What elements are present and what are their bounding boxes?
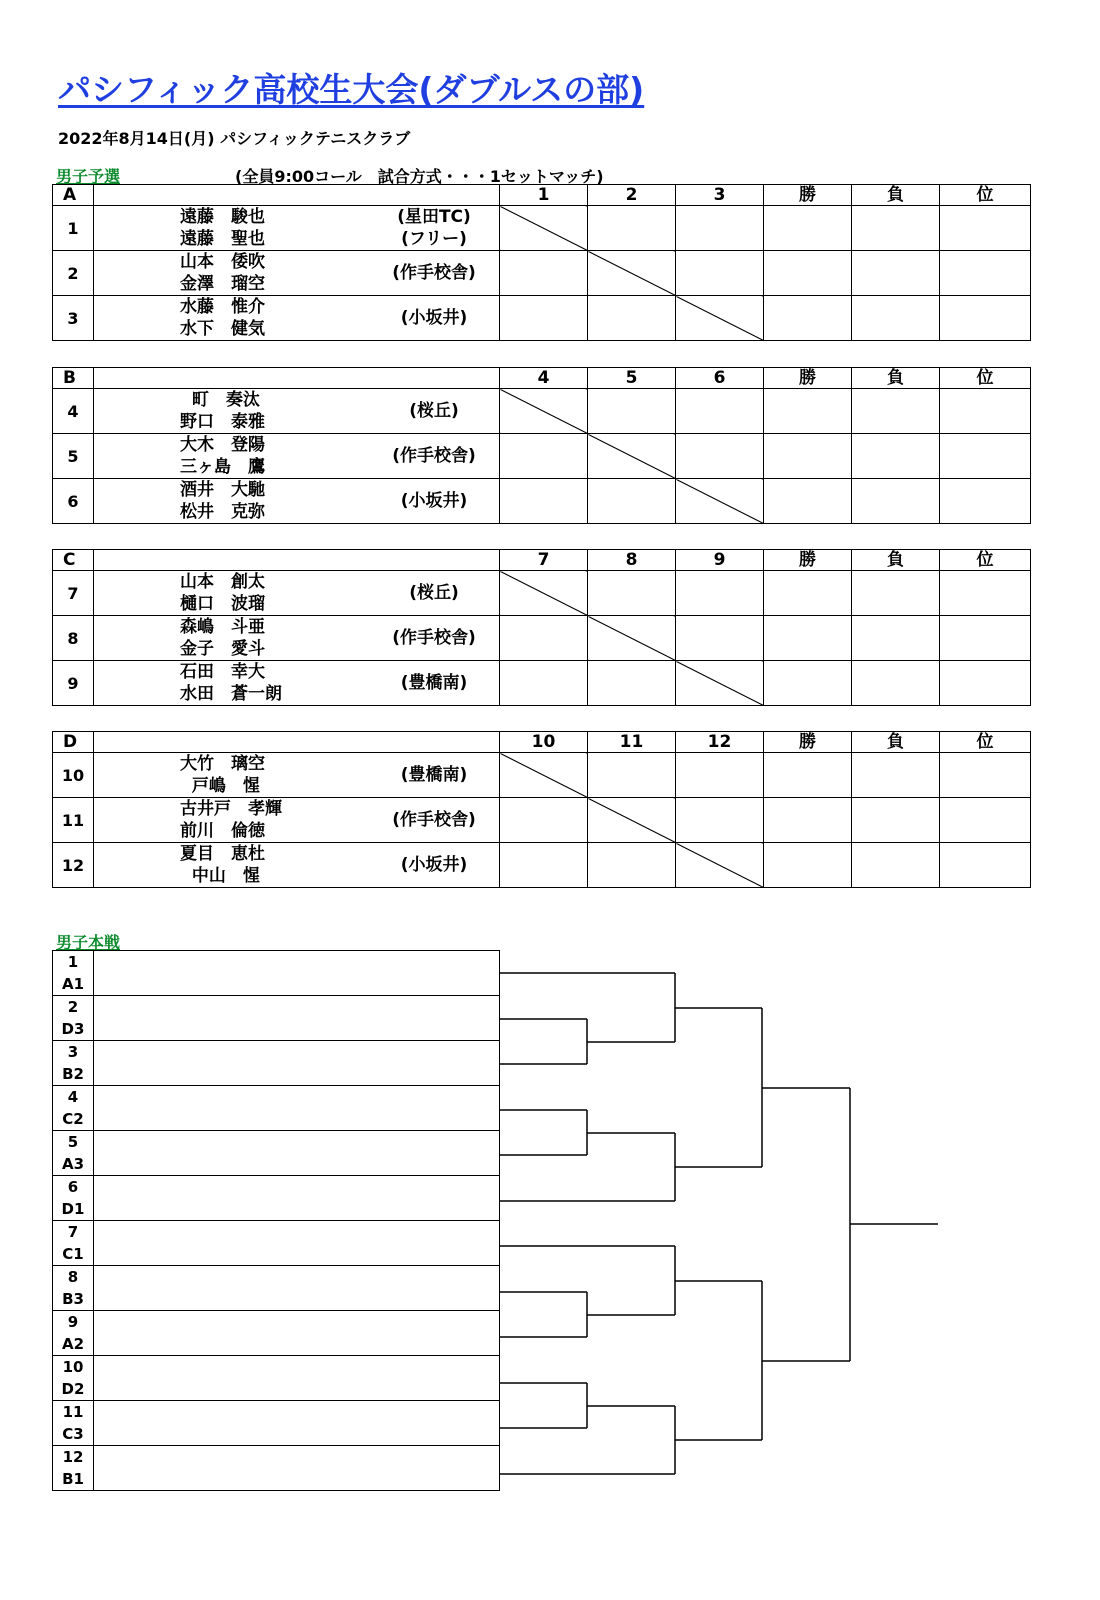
draw-slot-number: 2 — [67, 998, 79, 1016]
pool-row-number: 1 — [53, 206, 94, 251]
pool-row-number: 9 — [53, 661, 94, 706]
pool-col-header: 8 — [588, 550, 676, 571]
main-draw-section-label: 男子本戦 — [56, 933, 121, 952]
pool-col-header: 10 — [500, 732, 588, 753]
draw-slot-seed: D3 — [61, 1020, 85, 1038]
club-name: (豊橋南) — [400, 765, 468, 785]
pool-col-header: 2 — [588, 185, 676, 206]
draw-slot-number: 3 — [67, 1043, 79, 1061]
pool-row-number: 10 — [53, 753, 94, 798]
player-name: 水下 健気 — [180, 319, 265, 339]
club-name: (小坂井) — [400, 855, 468, 875]
club-name: (作手校舎) — [392, 628, 476, 648]
player-name: 中山 惺 — [180, 866, 260, 886]
pool-group-name: A — [53, 185, 94, 206]
club-name: (小坂井) — [400, 308, 468, 328]
pool-group-name: C — [53, 550, 94, 571]
pool-group-name: B — [53, 368, 94, 389]
draw-slot-seed: B1 — [62, 1470, 84, 1488]
player-name: 大竹 璃空 — [180, 754, 265, 774]
draw-slot-seed: A2 — [61, 1335, 85, 1353]
player-name: 樋口 波瑠 — [180, 594, 265, 614]
draw-slot-number: 9 — [67, 1313, 79, 1331]
pool-col-win: 勝 — [764, 550, 852, 571]
pool-col-header: 12 — [676, 732, 764, 753]
player-name: 水田 蒼一朗 — [180, 684, 282, 704]
draw-slot-number: 11 — [62, 1403, 84, 1421]
player-name: 前川 倫徳 — [180, 821, 265, 841]
pool-row-number: 2 — [53, 251, 94, 296]
pool-col-rank: 位 — [940, 368, 1031, 389]
player-name: 金澤 瑠空 — [180, 274, 265, 294]
draw-slot-number: 7 — [67, 1223, 79, 1241]
player-name: 酒井 大馳 — [180, 480, 265, 500]
pool-col-lose: 負 — [852, 185, 940, 206]
player-name: 三ヶ島 鷹 — [180, 457, 265, 477]
player-name: 松井 克弥 — [180, 502, 265, 522]
pool-group-name: D — [53, 732, 94, 753]
pool-col-header: 5 — [588, 368, 676, 389]
player-name: 遠藤 駿也 — [180, 207, 265, 227]
pool-col-lose: 負 — [852, 732, 940, 753]
draw-slot-number: 12 — [62, 1448, 84, 1466]
draw-slot-seed: B2 — [62, 1065, 84, 1083]
club-name: (桜丘) — [409, 583, 459, 603]
draw-slot-seed: D1 — [61, 1200, 85, 1218]
pool-col-header: 6 — [676, 368, 764, 389]
pool-row-number: 4 — [53, 389, 94, 434]
draw-slot-number: 1 — [67, 953, 79, 971]
pool-col-lose: 負 — [852, 368, 940, 389]
draw-slot-seed: A1 — [61, 975, 85, 993]
draw-slot-number: 8 — [67, 1268, 79, 1286]
pool-col-win: 勝 — [764, 368, 852, 389]
player-name: 野口 泰雅 — [180, 412, 265, 432]
event-date-venue: 2022年8月14日(月) パシフィックテニスクラブ — [58, 129, 411, 148]
club-name: (作手校舎) — [392, 263, 476, 283]
pool-col-lose: 負 — [852, 550, 940, 571]
club-name: (フリー) — [401, 229, 467, 249]
player-name: 古井戸 孝輝 — [180, 799, 282, 819]
pool-col-win: 勝 — [764, 185, 852, 206]
pool-row-number: 5 — [53, 434, 94, 479]
club-name: (作手校舎) — [392, 810, 476, 830]
prelim-note: (全員9:00コール 試合方式・・・1セットマッチ) — [235, 167, 604, 186]
player-name: 大木 登陽 — [180, 435, 265, 455]
pool-row-number: 12 — [53, 843, 94, 888]
pool-row-number: 8 — [53, 616, 94, 661]
player-name: 夏目 恵杜 — [180, 844, 265, 864]
club-name: (桜丘) — [409, 401, 459, 421]
pool-col-rank: 位 — [940, 732, 1031, 753]
draw-slot-number: 6 — [67, 1178, 79, 1196]
pool-col-header: 4 — [500, 368, 588, 389]
draw-slot-seed: C3 — [62, 1425, 84, 1443]
pool-col-rank: 位 — [940, 550, 1031, 571]
player-name: 森嶋 斗亜 — [180, 617, 265, 637]
draw-slot-number: 10 — [62, 1358, 84, 1376]
player-name: 遠藤 聖也 — [180, 229, 265, 249]
prelim-section-label: 男子予選 — [56, 167, 121, 186]
player-name: 町 奏汰 — [180, 390, 260, 410]
pool-row-number: 6 — [53, 479, 94, 524]
club-name: (小坂井) — [400, 491, 468, 511]
pool-row-number: 3 — [53, 296, 94, 341]
draw-slot-seed: C2 — [62, 1110, 84, 1128]
player-name: 戸嶋 惺 — [180, 776, 260, 796]
pool-col-header: 11 — [588, 732, 676, 753]
pool-col-header: 1 — [500, 185, 588, 206]
club-name: (豊橋南) — [400, 673, 468, 693]
pool-col-header: 9 — [676, 550, 764, 571]
pool-col-header: 7 — [500, 550, 588, 571]
player-name: 山本 創太 — [180, 572, 265, 592]
club-name: (星田TC) — [397, 207, 471, 227]
pool-row-number: 7 — [53, 571, 94, 616]
draw-slot-seed: B3 — [62, 1290, 84, 1308]
draw-slot-seed: A3 — [61, 1155, 85, 1173]
draw-slot-seed: C1 — [62, 1245, 84, 1263]
pool-col-win: 勝 — [764, 732, 852, 753]
draw-slot-number: 5 — [67, 1133, 79, 1151]
draw-slot-number: 4 — [67, 1088, 79, 1106]
player-name: 水藤 惟介 — [180, 297, 265, 317]
club-name: (作手校舎) — [392, 446, 476, 466]
pool-col-rank: 位 — [940, 185, 1031, 206]
page-title: パシフィック高校生大会(ダブルスの部) — [58, 70, 645, 109]
player-name: 金子 愛斗 — [180, 639, 265, 659]
player-name: 山本 倭吹 — [180, 252, 265, 272]
player-name: 石田 幸大 — [180, 662, 265, 682]
pool-col-header: 3 — [676, 185, 764, 206]
pool-row-number: 11 — [53, 798, 94, 843]
draw-slot-seed: D2 — [61, 1380, 85, 1398]
